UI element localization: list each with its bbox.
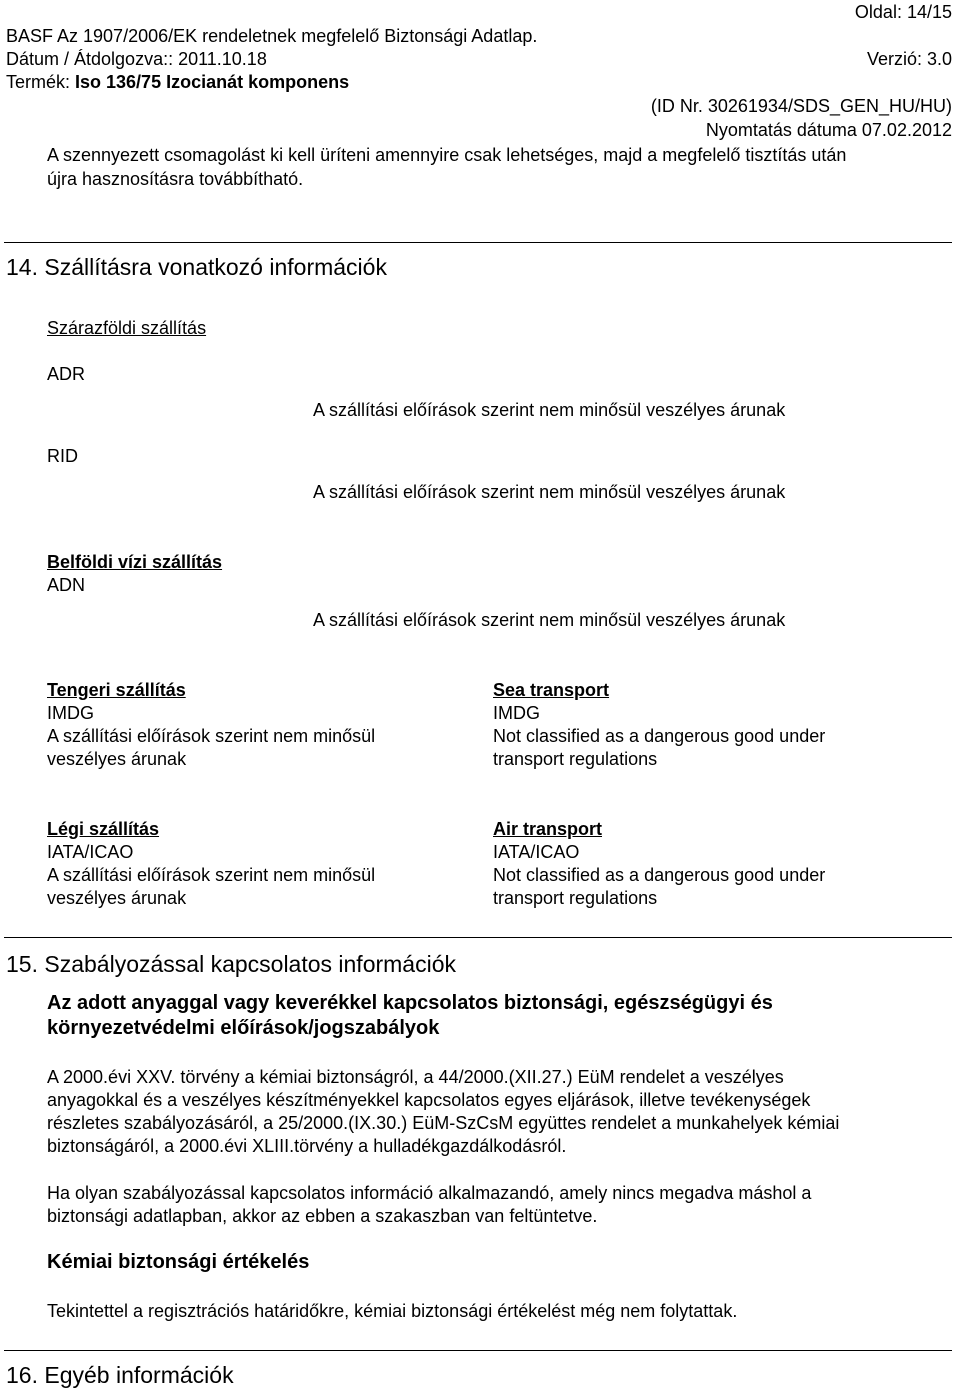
regulations-subheading-2: környezetvédelmi előírások/jogszabályok [47,1017,440,1039]
section-14-title: 14. Szállításra vonatkozó információk [6,254,387,280]
regulations-subheading-1: Az adott anyaggal vagy keverékkel kapcsolatos biztonsági, egészségügyi és [47,992,773,1014]
land-transport-heading: Szárazföldi szállítás [47,318,207,338]
section-divider [4,242,952,243]
sea-transport-en-heading: Sea transport [493,680,610,700]
sea-hu-text-2: veszélyes árunak [47,749,187,769]
adr-label: ADR [47,364,86,384]
rid-text: A szállítási előírások szerint nem minősül veszélyes árunak [313,482,786,502]
rid-label: RID [47,446,78,466]
sea-hu-code: IMDG [47,703,94,723]
section-15-title: 15. Szabályozással kapcsolatos információk [6,951,457,977]
sea-hu-text-1: A szállítási előírások szerint nem minősül [47,726,376,746]
revision-date: Dátum / Átdolgozva:: 2011.10.18 [6,49,267,69]
document-id: (ID Nr. 30261934/SDS_GEN_HU/HU) [650,96,952,116]
document-title: BASF Az 1907/2006/EK rendeletnek megfelelő Biztonsági Adatlap. [6,26,538,46]
product-line [6,72,349,93]
section-divider [4,1350,952,1351]
sea-en-text-2: transport regulations [493,749,658,769]
air-hu-text-2: veszélyes árunak [47,888,187,908]
regulations-paragraph-3: részletes szabályozásáról, a 25/2000.(IX.30.) EüM-SzCsM együttes rendelet a munkahelyek kémiai [47,1113,840,1133]
section-divider [4,937,952,938]
air-en-text-1: Not classified as a dangerous good under [493,865,826,885]
regulations-paragraph-1: A 2000.évi XXV. törvény a kémiai biztonságról, a 44/2000.(XII.27.) EüM rendelet a veszélyes [47,1067,784,1087]
adr-text: A szállítási előírások szerint nem minősül veszélyes árunak [313,400,786,420]
regulations-paragraph-2: anyagokkal és a veszélyes készítményekkel kapcsolatos egyes eljárások, illetve tevékenységek [47,1090,811,1110]
intro-line-2: újra hasznosításra továbbítható. [47,169,304,189]
regulations-note-2: biztonsági adatlapban, akkor az ebben a szakaszban van feltüntetve. [47,1206,598,1226]
intro-line-1: A szennyezett csomagolást ki kell üríteni amennyire csak lehetséges, majd a megfelelő tisztítás után [47,145,847,165]
regulations-note-1: Ha olyan szabályozással kapcsolatos információ alkalmazandó, amely nincs megadva máshol a [47,1183,812,1203]
air-transport-en-heading: Air transport [493,819,603,839]
air-en-code: IATA/ICAO [493,842,580,862]
air-en-text-2: transport regulations [493,888,658,908]
page-number: Oldal: 14/15 [854,2,952,22]
version: Verzió: 3.0 [866,49,952,69]
adn-label: ADN [47,575,86,595]
chemical-safety-heading: Kémiai biztonsági értékelés [47,1251,310,1273]
section-16-title: 16. Egyéb információk [6,1362,234,1388]
product-label: Termék: [6,72,76,92]
sea-en-code: IMDG [493,703,540,723]
adn-text: A szállítási előírások szerint nem minősül veszélyes árunak [313,610,786,630]
air-transport-hu-heading: Légi szállítás [47,819,160,839]
regulations-paragraph-4: biztonságáról, a 2000.évi XLIII.törvény a hulladékgazdálkodásról. [47,1136,567,1156]
sea-en-text-1: Not classified as a dangerous good under [493,726,826,746]
sea-transport-hu-heading: Tengeri szállítás [47,680,186,700]
product-name: Iso 136/75 Izocianát komponens [75,72,350,92]
print-date: Nyomtatás dátuma 07.02.2012 [705,120,952,140]
chemical-safety-text: Tekintettel a regisztrációs határidőkre, kémiai biztonsági értékelést még nem folytattak. [47,1301,738,1321]
air-hu-text-1: A szállítási előírások szerint nem minősül [47,865,376,885]
air-hu-code: IATA/ICAO [47,842,134,862]
inland-water-heading: Belföldi vízi szállítás [47,552,223,572]
